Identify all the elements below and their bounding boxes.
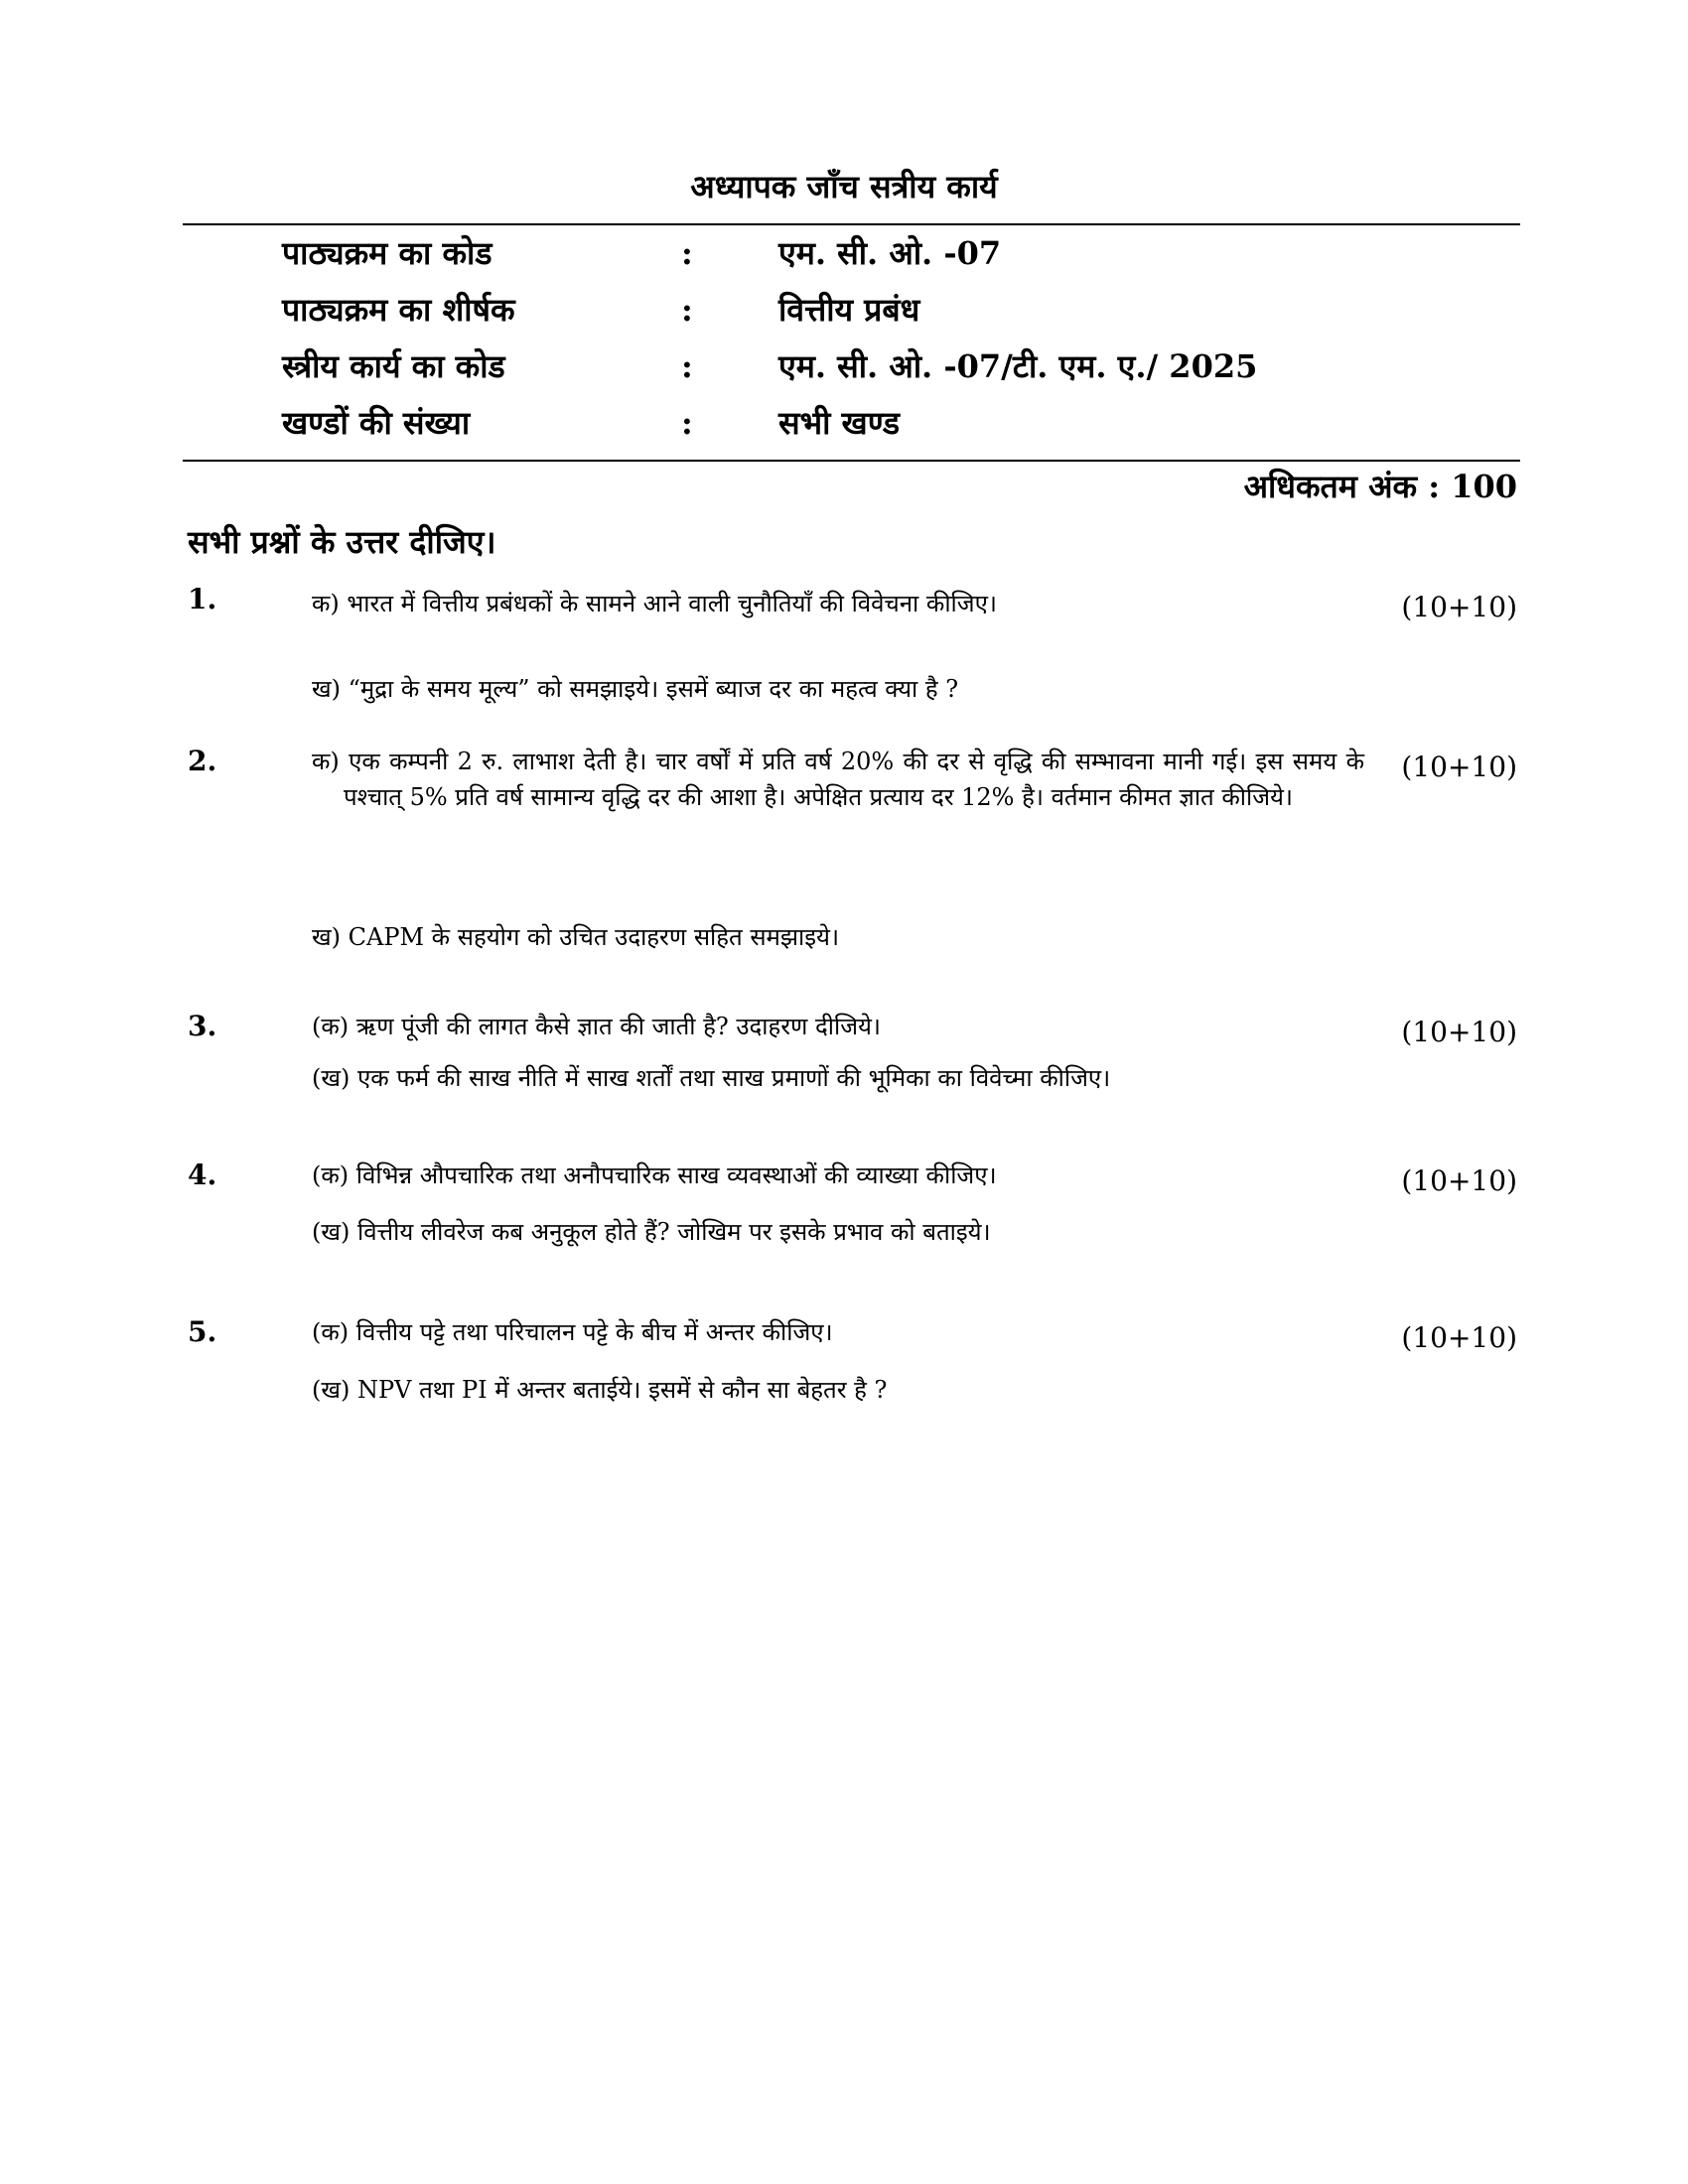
question-number: 1. — [188, 583, 217, 615]
meta-row-assignment-code — [0, 341, 1688, 391]
meta-colon: : — [681, 347, 693, 385]
meta-label: खण्डों की संख्या — [282, 404, 471, 442]
instruction: सभी प्रश्नों के उत्तर दीजिए। — [188, 523, 496, 561]
question-marks: (10+10) — [1401, 1164, 1517, 1197]
meta-label: पाठ्यक्रम का शीर्षक — [282, 291, 515, 329]
meta-value: एम. सी. ओ. -07 — [778, 234, 1002, 272]
question-number: 3. — [188, 1010, 217, 1042]
question-number: 4. — [188, 1159, 217, 1191]
question-marks: (10+10) — [1401, 591, 1517, 623]
meta-label: स्त्रीय कार्य का कोड — [282, 347, 505, 385]
question-part-b: (ख) एक फर्म की साख नीति में साख शर्तों तथा साख प्रमाणों की भूमिका का विवेच्मा कीजिए। — [312, 1064, 1111, 1092]
question-number: 2. — [188, 745, 217, 777]
question-part-a: क) भारत में वित्तीय प्रबंधकों के सामने आने वाली चुनौतियाँ की विवेचना कीजिए। — [312, 590, 997, 617]
question-part-a: (क) विभिन्न औपचारिक तथा अनौपचारिक साख व्यवस्थाओं की व्याख्या कीजिए। — [312, 1161, 997, 1189]
question-marks: (10+10) — [1401, 751, 1517, 783]
document-title: अध्यापक जाँच सत्रीय कार्य — [690, 168, 998, 205]
meta-colon: : — [681, 234, 693, 272]
meta-value: एम. सी. ओ. -07/टी. एम. ए./ 2025 — [778, 347, 1258, 385]
meta-row-course-title — [0, 285, 1688, 335]
question-part-a: क) एक कम्पनी 2 रु. लाभाश देती है। चार वर्षों में प्रति वर्ष 20% की दर से वृद्धि की सम्भावना मानी गई। इस समय के पश्चात् 5% प्रति वर्ष सामान्य वृद्धि दर की आशा है। अपेक्षित प्रत्याय दर 12% है। वर्तमान कीमत ज्ञात कीजिये। — [312, 748, 1364, 811]
question-part-b: ख) CAPM के सहयोग को उचित उदाहरण सहित समझाइये। — [312, 923, 840, 951]
question-marks: (10+10) — [1401, 1016, 1517, 1048]
max-marks: अधिकतम अंक : 100 — [1243, 468, 1517, 505]
question-part-b: (ख) वित्तीय लीवरेज कब अनुकूल होते हैं? जोखिम पर इसके प्रभाव को बताइये। — [312, 1218, 991, 1246]
bottom-divider — [183, 460, 1520, 462]
question-number: 5. — [188, 1315, 217, 1348]
meta-value: सभी खण्ड — [778, 404, 901, 442]
question-part-a: (क) वित्तीय पट्टे तथा परिचालन पट्टे के बीच में अन्तर कीजिए। — [312, 1318, 833, 1346]
meta-label: पाठ्यक्रम का कोड — [282, 234, 492, 272]
top-divider — [183, 223, 1520, 225]
question-part-b: (ख) NPV तथा PI में अन्तर बताईये। इसमें से कौन सा बेहतर है ? — [312, 1376, 888, 1404]
question-part-a: (क) ऋण पूंजी की लागत कैसे ज्ञात की जाती है? उदाहरण दीजिये। — [312, 1013, 882, 1040]
meta-colon: : — [681, 291, 693, 329]
meta-colon: : — [681, 404, 693, 442]
meta-value: वित्तीय प्रबंध — [778, 291, 920, 329]
meta-row-course-code — [0, 228, 1688, 278]
meta-row-blocks — [0, 398, 1688, 448]
question-marks: (10+10) — [1401, 1321, 1517, 1354]
question-part-b: ख) “मुद्रा के समय मूल्य” को समझाइये। इसमें ब्याज दर का महत्व क्या है ? — [312, 675, 959, 703]
